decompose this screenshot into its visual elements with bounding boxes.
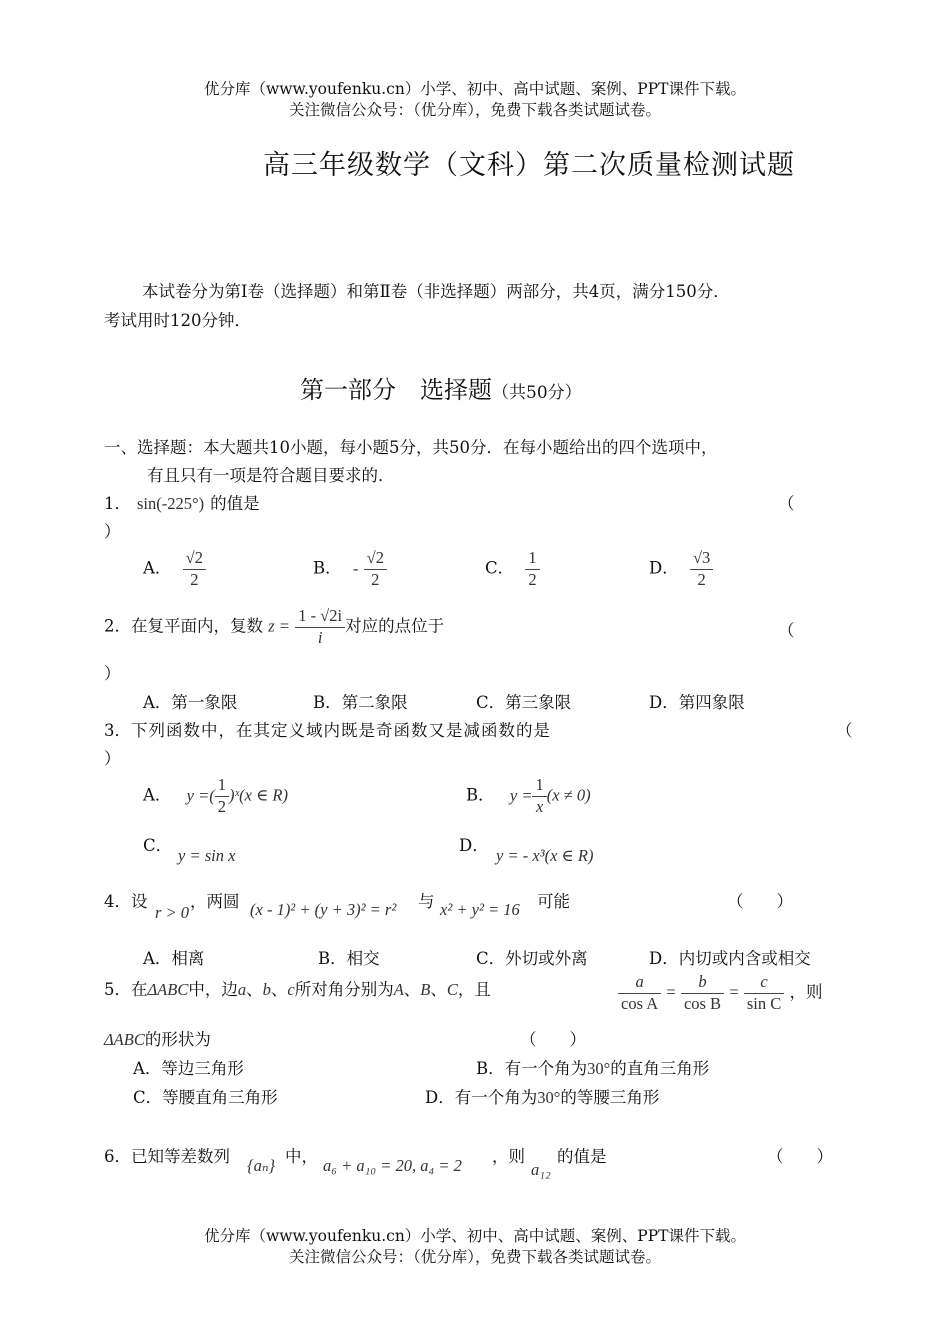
section-points: （共50分） (492, 383, 582, 403)
q5-eq-1: = (666, 982, 676, 1002)
q6-text-3: ，则 (492, 1147, 525, 1166)
q1-option-c-fraction (525, 548, 539, 590)
q2-paren-open: （ (778, 621, 795, 640)
q1-option-d (649, 548, 713, 590)
q5-text-3: 所对角分别为 (294, 980, 394, 999)
q2-zeq: z = (268, 616, 290, 636)
q2-frac-num: 1 - √2i (295, 606, 345, 628)
page-title: 高三年级数学（文科）第二次质量检测试题 (263, 150, 795, 181)
q3-option-d-label: D． (459, 836, 489, 855)
q5-line-2 (104, 1026, 211, 1050)
q1-option-a-fraction (183, 548, 206, 590)
footer-line-2: 关注微信公众号：（优分库），免费下载各类试题试卷。 (288, 1248, 661, 1266)
q1-paren-close: ） (104, 522, 121, 541)
q3-option-b (466, 775, 591, 817)
q4-option-b: B．相交 (318, 949, 380, 968)
q5-A: A (393, 980, 404, 999)
q5-number: 5． (104, 980, 131, 999)
q1-a-num: √2 (183, 548, 206, 570)
q4-text-2: ，两圆 (190, 892, 240, 911)
q2-option-b: B．第二象限 (313, 693, 408, 712)
header-line-2: 关注微信公众号：（优分库），免费下载各类试题试卷。 (288, 101, 661, 119)
q3-b-num: 1 (532, 775, 546, 797)
q1-option-c-label: C． (485, 558, 515, 578)
q4-text-3: 与 (418, 892, 435, 911)
q6-number (104, 1143, 230, 1167)
q1-option-a-label: A． (143, 558, 172, 578)
q4-text-1: 设 (131, 892, 148, 911)
q4-paren: （ ） (727, 892, 793, 911)
q2-number: 2． (104, 616, 131, 636)
intro-line-2: 考试用时120分钟． (104, 311, 251, 330)
q3-a-pre: y =( (186, 785, 215, 805)
q5-option-d (425, 1084, 659, 1108)
part1-line-2: 有且只有一项是符合题目要求的． (147, 466, 395, 485)
q2-fraction (295, 606, 345, 648)
q1-option-a (143, 548, 206, 590)
q5-option-b (476, 1055, 709, 1079)
q1-option-d-label: D． (649, 558, 679, 578)
q6-text-2: 中， (285, 1147, 318, 1166)
q6-text-1: 已知等差数列 (131, 1147, 230, 1166)
q5-text-6: 的形状为 (144, 1030, 211, 1049)
q1-option-b-label: B． (313, 558, 342, 578)
q4-circle-2: x² + y² = 16 (440, 900, 520, 919)
q4-text-4: 可能 (537, 892, 570, 911)
q2-text-2: 对应的点位于 (345, 616, 445, 636)
q3-paren-close: ） (104, 749, 121, 768)
q1-expr: sin(-225°) (137, 494, 205, 513)
q6-seq: {aₙ} (247, 1156, 276, 1175)
q4-circle-1: (x - 1)² + (y + 3)² = r² (250, 900, 397, 919)
q5-frac-2 (681, 972, 724, 1014)
q5-c: c (287, 980, 295, 999)
q5-f3-num: c (744, 972, 784, 994)
q1-b-sign: - (352, 558, 359, 578)
q5-option-b-post: 的直角三角形 (610, 1059, 710, 1078)
q5-ratio (618, 972, 823, 1014)
q1-b-num: √2 (364, 548, 387, 570)
question-2 (104, 606, 444, 648)
q1-paren-open: （ (778, 494, 795, 513)
q5-triangle: ΔABC (147, 980, 189, 999)
q1-a-den: 2 (190, 569, 199, 589)
q1-d-den: 2 (697, 569, 706, 589)
q1-text: 的值是 (210, 494, 260, 513)
q3-a-num: 1 (215, 775, 229, 797)
q5-option-d-pre: D．有一个角为 (425, 1088, 538, 1107)
q5-triangle-2: ΔABC (104, 1030, 145, 1049)
q6-num: 6． (104, 1147, 131, 1166)
q2-option-c: C．第三象限 (476, 693, 572, 712)
q6-cond: a₆ + a₁₀ = 20, a₄ = 2 (323, 1156, 462, 1175)
part1-line-1: 一、选择题：本大题共10小题，每小题5分，共50分．在每小题给出的四个选项中， (104, 438, 718, 457)
intro-line-1: 本试卷分为第Ⅰ卷（选择题）和第Ⅱ卷（非选择题）两部分，共4页，满分150分． (142, 282, 730, 301)
q5-frac-3 (744, 972, 784, 1014)
q5-option-b-pre: B．有一个角为 (476, 1059, 588, 1078)
q2-text-1: 在复平面内，复数 (131, 616, 263, 636)
q1-b-den: 2 (371, 569, 380, 589)
q1-option-d-fraction (690, 548, 713, 590)
q3-b-den: x (535, 796, 544, 816)
q3-option-c-expr: y = sin x (178, 846, 236, 865)
q5-B: B (420, 980, 431, 999)
question-3 (104, 717, 551, 741)
q3-b-pre: y = (509, 785, 533, 805)
q3-option-a (143, 775, 288, 817)
q5-C: C (446, 980, 458, 999)
q5-f1-den: cos A (621, 993, 659, 1013)
q1-c-num: 1 (525, 548, 539, 570)
q2-frac-den: i (317, 627, 323, 647)
q3-a-den: 2 (217, 796, 226, 816)
q3-option-a-label: A． (143, 785, 172, 805)
q5-eq-2: = (729, 982, 739, 1002)
q1-option-c (485, 548, 540, 590)
q5-f1-num: a (618, 972, 661, 994)
q5-text-4: ，且 (457, 980, 491, 999)
q5-sep-1: 、 (246, 980, 263, 999)
q3-b-fraction (532, 775, 546, 817)
q3-option-c-label: C． (143, 836, 173, 855)
q4-option-c: C．外切或外离 (476, 949, 588, 968)
q5-text-1: 在 (131, 980, 148, 999)
q5-option-d-deg: 30° (537, 1088, 561, 1107)
q5-f2-num: b (681, 972, 724, 994)
q1-d-num: √3 (690, 548, 713, 570)
q1-option-b (313, 548, 387, 590)
q2-paren-close: ） (104, 664, 121, 683)
q3-option-d-expr: y = - x³(x ∈ R) (496, 846, 594, 865)
question-5 (104, 976, 491, 1000)
q5-option-a: A．等边三角形 (133, 1059, 244, 1078)
q5-sep-4: 、 (430, 980, 447, 999)
q5-text-2: 中，边 (188, 980, 238, 999)
q5-text-5: ，则 (789, 982, 823, 1002)
q3-text: 下列函数中，在其定义域内既是奇函数又是减函数的是 (131, 721, 551, 740)
q1-number: 1． (104, 494, 131, 513)
q3-b-post: (x ≠ 0) (546, 785, 591, 805)
q5-sep-2: 、 (270, 980, 288, 999)
q3-paren-open: （ (836, 721, 853, 740)
question-1 (104, 490, 260, 514)
q5-frac-1 (618, 972, 661, 1014)
q5-option-d-post: 的等腰三角形 (560, 1088, 660, 1107)
q3-number: 3． (104, 721, 131, 740)
q2-option-a: A．第一象限 (143, 693, 238, 712)
q3-a-fraction (215, 775, 229, 817)
q5-option-b-deg: 30° (587, 1059, 611, 1078)
q5-a: a (237, 980, 247, 999)
q4-num: 4． (104, 892, 131, 911)
q5-f3-den: sin C (746, 993, 782, 1013)
q3-a-post: )ˣ(x ∈ R) (229, 785, 289, 805)
q4-option-d: D．内切或内含或相交 (649, 949, 811, 968)
q5-option-c: C．等腰直角三角形 (133, 1088, 278, 1107)
footer-line-1: 优分库（www.youfenku.cn）小学、初中、高中试题、案例、PPT课件下载。 (203, 1227, 747, 1245)
q6-text-4: 的值是 (557, 1147, 607, 1166)
q5-paren: （ ） (520, 1030, 586, 1049)
q4-option-a: A．相离 (143, 949, 205, 968)
header-line-1: 优分库（www.youfenku.cn）小学、初中、高中试题、案例、PPT课件下载。 (203, 80, 747, 98)
q5-b: b (262, 980, 271, 999)
section-title: 第一部分 选择题 (300, 376, 492, 404)
q4-number (104, 888, 148, 912)
q1-c-den: 2 (528, 569, 537, 589)
q4-cond: r > 0 (155, 903, 190, 922)
q6-target: a₁₂ (531, 1160, 551, 1179)
q5-f2-den: cos B (683, 993, 722, 1013)
q2-option-d: D．第四象限 (649, 693, 745, 712)
q1-option-b-fraction (364, 548, 387, 590)
section-heading (300, 370, 582, 405)
q3-option-b-label: B． (466, 785, 495, 805)
q6-paren: （ ） (767, 1147, 833, 1166)
q5-sep-3: 、 (403, 980, 421, 999)
